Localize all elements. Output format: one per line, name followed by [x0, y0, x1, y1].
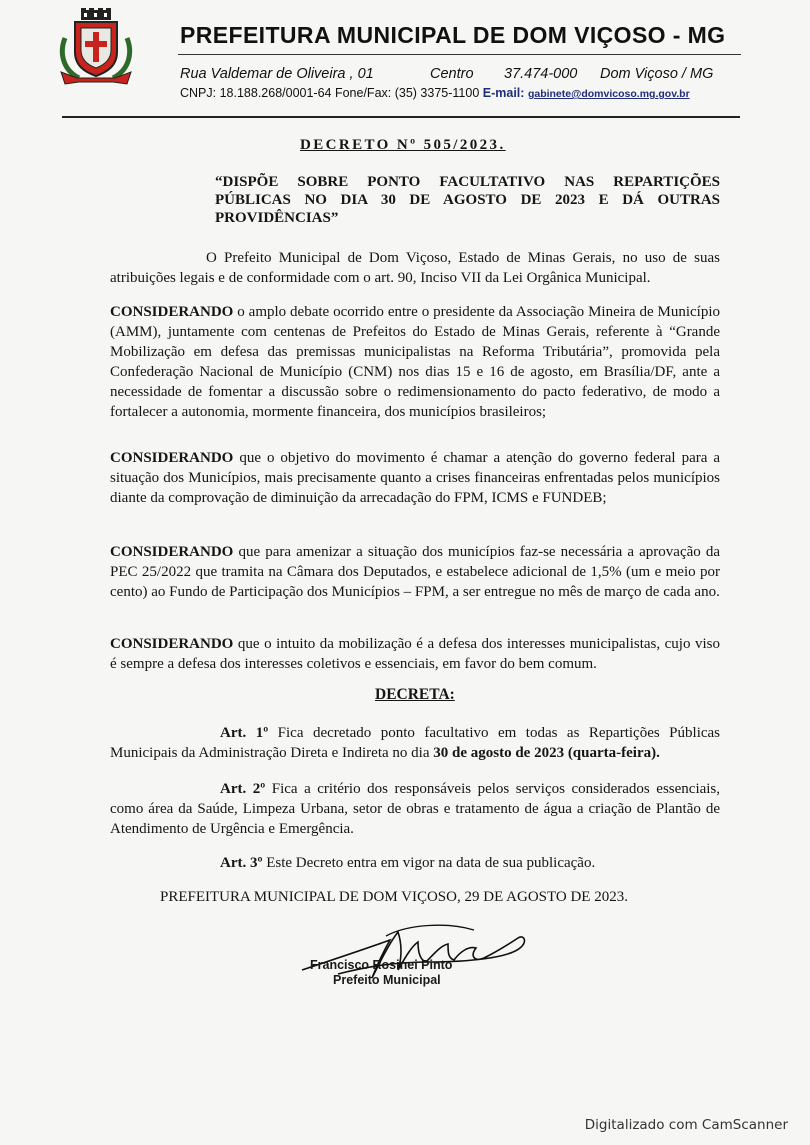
article-3-label: Art. 3º [220, 855, 263, 871]
signer-role: Prefeito Municipal [333, 973, 441, 987]
considerando-1 [110, 302, 720, 422]
email-link[interactable]: gabinete@domvicoso.mg.gov.br [527, 88, 690, 100]
considerando-label: CONSIDERANDO [110, 636, 234, 652]
considerando-label: CONSIDERANDO [110, 450, 234, 466]
scanner-watermark: Digitalizado com CamScanner [584, 1117, 788, 1133]
decreta-heading: DECRETA: [375, 686, 455, 703]
municipality-title: PREFEITURA MUNICIPAL DE DOM VIÇOSO - MG [180, 22, 726, 48]
contact-line [180, 86, 750, 100]
address-street: Rua Valdemar de Oliveira , 01 [180, 66, 374, 82]
article-3 [110, 853, 720, 873]
article-1-text: Fica decretado ponto facultativo em todas as Repartições Públicas Municipais da Administração Direta e Indireta no dia [110, 725, 721, 761]
decree-ementa: “DISPÕE SOBRE PONTO FACULTATIVO NAS REPARTIÇÕES PÚBLICAS NO DIA 30 DE AGOSTO DE 2023 E DÁ OUTRAS PROVIDÊNCIAS” [215, 174, 720, 226]
considerando-2 [110, 448, 720, 508]
municipal-coat-of-arms-icon [57, 8, 135, 88]
cnpj-phone: CNPJ: 18.188.268/0001-64 Fone/Fax: (35) 3375-1100 [180, 86, 480, 100]
considerando-label: CONSIDERANDO [110, 544, 234, 560]
article-2-label: Art. 2º [220, 781, 266, 797]
considerando-3 [110, 542, 720, 602]
header-divider-thin [178, 54, 741, 55]
closing-date-line: PREFEITURA MUNICIPAL DE DOM VIÇOSO, 29 DE AGOSTO DE 2023. [160, 889, 628, 905]
email-label: E-mail: [482, 86, 525, 100]
preamble: O Prefeito Municipal de Dom Viçoso, Estado de Minas Gerais, no uso de suas atribuições legais e de conformidade com o art. 90, Inciso VII da Lei Orgânica Municipal. [110, 250, 720, 286]
signer-name: Francisco Rosinei Pinto [310, 958, 453, 972]
considerando-text: o amplo debate ocorrido entre o presidente da Associação Mineira de Município (AMM), juntamente com centenas de Prefeitos do Estado de Minas Gerais, referente à “Grande Mobilização em defesa das premissas municipalistas na Reforma Tributária”, promovida pela Confederação Nacional de Município (CNM) nos dias 15 e 16 de agosto, em Brasília/DF, ante a necessidade de fomentar a discussão sobre o redimensionamento do pacto federativo, de modo a fortalecer a autonomia, mormente financeira, dos municípios brasileiros; [110, 304, 721, 420]
considerando-label: CONSIDERANDO [110, 304, 234, 320]
header-divider [62, 116, 740, 118]
article-2 [110, 779, 720, 839]
article-3-text: Este Decreto entra em vigor na data de sua publicação. [266, 855, 596, 871]
considerando-4 [110, 634, 720, 674]
article-2-text: Fica a critério dos responsáveis pelos serviços considerados essenciais, como área da Saúde, Limpeza Urbana, setor de obras e tratamento de água a criação de Plantão de Atendimento de Urgência e Emergência. [110, 781, 721, 837]
address-city: Dom Viçoso / MG [600, 66, 714, 82]
article-1-date: 30 de agosto de 2023 (quarta-feira). [433, 745, 660, 761]
article-1 [110, 723, 720, 763]
decree-title: DECRETO Nº 505/2023. [300, 137, 506, 153]
article-1-label: Art. 1º [220, 725, 269, 741]
address-zip: 37.474-000 [504, 66, 578, 82]
considerando-text: que para amenizar a situação dos municípios faz-se necessária a aprovação da PEC 25/2022 que tramita na Câmara dos Deputados, e estabelece adicional de 1,5% (um e meio por cento) ao Fundo de Participação dos Municípios – FPM, a ser entregue no mês de março de cada ano. [110, 544, 721, 600]
considerando-text: que o intuito da mobilização é a defesa dos interesses municipalistas, cujo viso é sempre a defesa dos interesses coletivos e essenciais, em favor do bem comum. [110, 636, 721, 672]
address-district: Centro [430, 66, 474, 82]
considerando-text: que o objetivo do movimento é chamar a atenção do governo federal para a situação dos Municípios, mais precisamente quanto a crises financeiras enfrentadas pelos municípios diante da comprovação de diminuição da arrecadação do FPM, ICMS e FUNDEB; [110, 450, 720, 506]
